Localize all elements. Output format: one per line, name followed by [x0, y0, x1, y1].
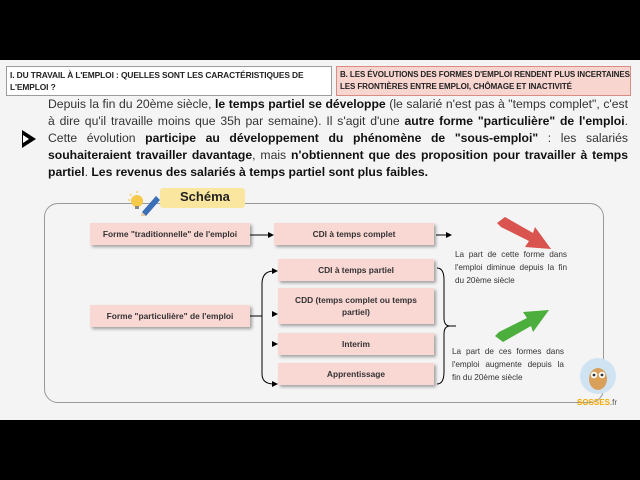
text-bold: autre forme "particulière" de l'emploi: [404, 114, 625, 128]
text-segment: Depuis la fin du 20ème siècle,: [48, 97, 216, 111]
slide: [0, 60, 640, 420]
arrow-down-icon: [495, 217, 553, 251]
box-apprentissage: Apprentissage: [278, 363, 434, 385]
site-logo: SOSSES.fr: [577, 398, 618, 407]
text-bold: Les revenus des salariés à temps partiel sont plus faibles.: [91, 165, 429, 179]
box-cdi-part-time: CDI à temps partiel: [278, 259, 434, 281]
subsection-title: B. LES ÉVOLUTIONS DES FORMES D'EMPLOI RENDENT PLUS INCERTAINES LES FRONTIÈRES ENTRE EMPLOI, CHÔMAGE ET INACTIVITÉ: [340, 70, 630, 91]
text-segment: .: [84, 165, 92, 179]
text-bold: le temps partiel se développe: [215, 97, 386, 111]
text-bold: n'obtiennent que des proposition pour travailler à temps partiel: [48, 148, 629, 179]
note-decrease: La part de cette forme dans l'emploi diminue depuis la fin du 20ème siècle: [455, 250, 567, 285]
box-traditional-form: Forme "traditionnelle" de l'emploi: [90, 223, 250, 245]
box-particular-form: Forme "particulière" de l'emploi: [90, 305, 250, 327]
box-interim: Interim: [278, 333, 434, 355]
box-cdd: CDD (temps complet ou temps partiel): [278, 288, 434, 324]
text-bold: participe au développement du phénomène de "sous-emploi": [145, 131, 539, 145]
text-bold: souhaiteraient travailler davantage: [48, 148, 253, 162]
schema-title: Schéma: [180, 189, 230, 204]
text-segment: , mais: [252, 148, 292, 162]
section-title: I. DU TRAVAIL À L'EMPLOI : QUELLES SONT LES CARACTÉRISTIQUES DE L'EMPLOI ?: [10, 70, 304, 92]
box-cdi-full-time: CDI à temps complet: [274, 223, 434, 245]
text-segment: : les salariés: [538, 131, 628, 145]
text-segment: . Cette évolution: [48, 114, 628, 145]
text-segment: (le salarié n'est pas à "temps complet", c'est à dire qu'il travaille moins que 35h par semaine). Il s'agit d'une: [48, 97, 628, 128]
owl-logo-icon: [580, 358, 616, 394]
note-increase: La part de ces formes dans l'emploi augmente depuis la fin du 20ème siècle: [452, 347, 564, 382]
arrow-up-icon: [493, 308, 551, 342]
